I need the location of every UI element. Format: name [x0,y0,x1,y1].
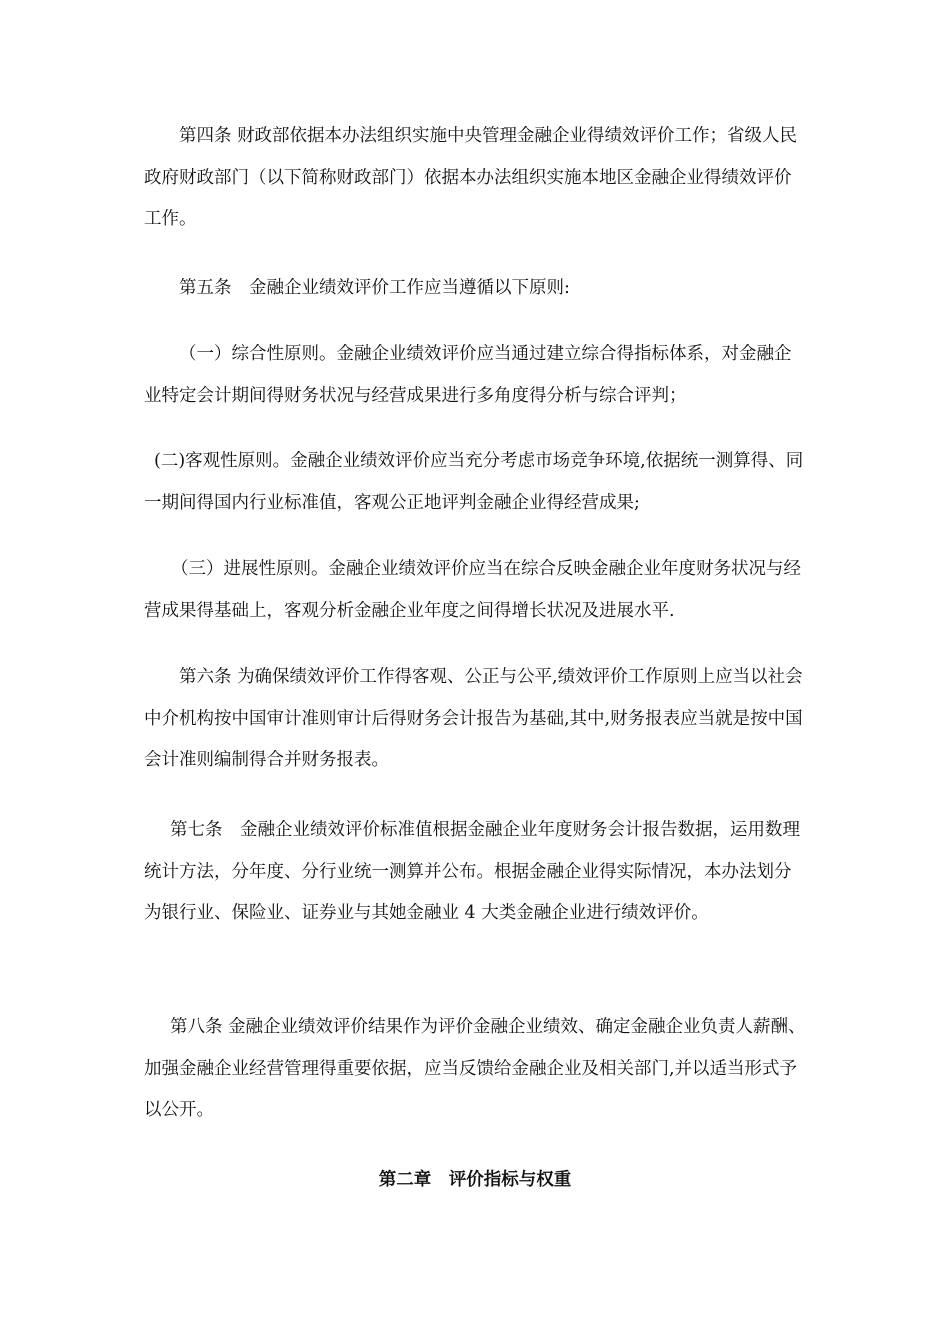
article-7-paragraph: 第七条 金融企业绩效评价标准值根据金融企业年度财务会计报告数据，运用数理统计方法，分年度、分行业统一测算并公布。根据金融企业得实际情况，本办法划分为银行业、保险业、证券业与其她金融业 4 大类金融企业进行绩效评价。 [144,820,800,923]
principle-2-paragraph: (二)客观性原则。金融企业绩效评价应当充分考虑市场竞争环境,依据统一测算得、同一期间得国内行业标准值，客观公正地评判金融企业得经营成果; [144,451,804,513]
article-6-paragraph: 第六条 为确保绩效评价工作得客观、公正与公平,绩效评价工作原则上应当以社会中介机构按中国审计准则审计后得财务会计报告为基础,其中,财务报表应当就是按中国会计准则编制得合并财务报表。 [144,667,803,770]
principle-3-paragraph: （三）进展性原则。金融企业绩效评价应当在综合反映金融企业年度财务状况与经营成果得基础上，客观分析金融企业年度之间得增长状况及进展水平. [144,559,801,621]
chapter-heading: 第二章 评价指标与权重 [378,1170,572,1190]
article-4-paragraph: 第四条 财政部依据本办法组织实施中央管理金融企业得绩效评价工作；省级人民政府财政部门（以下简称财政部门）依据本办法组织实施本地区金融企业得绩效评价工作。 [144,126,798,229]
principle-1-paragraph: （一）综合性原则。金融企业绩效评价应当通过建立综合得指标体系，对金融企业特定会计期间得财务状况与经营成果进行多角度得分析与综合评判； [144,344,792,406]
article-8-paragraph: 第八条 金融企业绩效评价结果作为评价金融企业绩效、确定金融企业负责人薪酬、加强金融企业经营管理得重要依据，应当反馈给金融企业及相关部门,并以适当形式予以公开。 [144,1017,806,1120]
article-5-paragraph: 第五条 金融企业绩效评价工作应当遵循以下原则: [179,278,570,298]
